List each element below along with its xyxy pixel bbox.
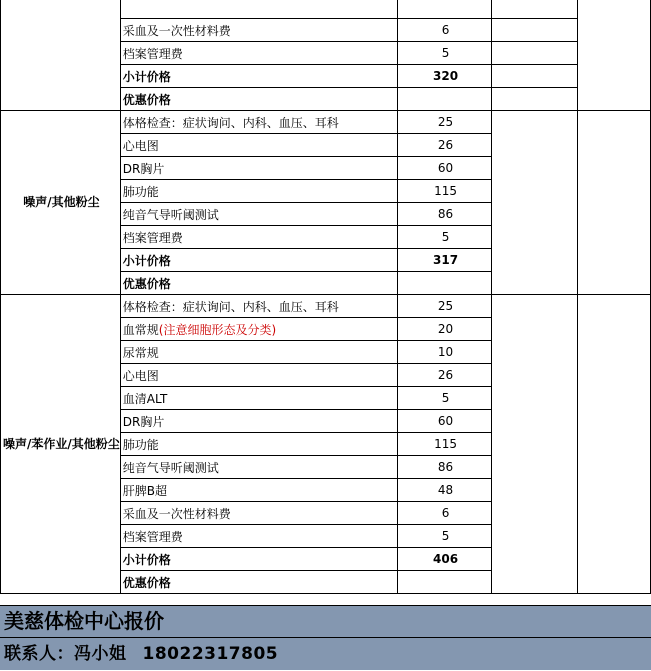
item-price: 5 [398,525,491,548]
item-name: 心电图 [120,134,398,157]
empty-cell [491,19,577,42]
subtotal-value: 320 [398,65,491,88]
empty-cell [491,65,577,88]
item-name: 心电图 [120,364,398,387]
item-name: 档案管理费 [120,525,398,548]
item-price: 60 [398,157,491,180]
item-price: 26 [398,134,491,157]
item-price: 6 [398,502,491,525]
quote-title: 美慈体检中心报价 [4,609,164,633]
item-price [398,0,491,19]
empty-cell [491,0,577,19]
item-price: 10 [398,341,491,364]
item-price: 86 [398,456,491,479]
discount-value [398,88,491,111]
subtotal-label: 小计价格 [120,249,398,272]
contact-banner [0,637,651,670]
empty-cell [491,295,577,594]
item-name: 采血及一次性材料费 [120,502,398,525]
empty-cell [577,0,650,111]
empty-cell [577,111,650,295]
contact-phone: 18022317805 [142,644,279,664]
item-name: 体格检查：症状询问、内科、血压、耳科 [120,111,398,134]
table-row [1,295,651,318]
subtotal-value: 406 [398,548,491,571]
item-price: 5 [398,226,491,249]
item-price: 115 [398,433,491,456]
quote-title-banner [0,605,651,637]
item-price: 5 [398,42,491,65]
item-name: DR胸片 [120,410,398,433]
category-cell: 噪声/苯作业/其他粉尘 [1,295,121,594]
item-name: 纯音气导听阈测试 [120,203,398,226]
table-row [1,111,651,134]
item-name: 纯音气导听阈测试 [120,456,398,479]
item-price: 5 [398,387,491,410]
discount-label: 优惠价格 [120,88,398,111]
discount-value [398,571,491,594]
category-cell: 噪声/其他粉尘 [1,111,121,295]
subtotal-label: 小计价格 [120,548,398,571]
item-name: 档案管理费 [120,42,398,65]
subtotal-value: 317 [398,249,491,272]
item-price: 20 [398,318,491,341]
empty-cell [491,42,577,65]
discount-value [398,272,491,295]
category-cell [1,0,121,111]
item-name: 档案管理费 [120,226,398,249]
item-name-text: 血常规 [122,322,159,337]
item-price: 6 [398,19,491,42]
item-name: DR胸片 [120,157,398,180]
item-note: (注意细胞形态及分类) [158,322,277,337]
discount-label: 优惠价格 [120,571,398,594]
empty-cell [491,111,577,295]
empty-cell [491,88,577,111]
item-price: 60 [398,410,491,433]
item-name: 肺功能 [120,180,398,203]
item-name: 采血及一次性材料费 [120,19,398,42]
item-price: 86 [398,203,491,226]
contact-person: 联系人：冯小姐 [4,644,127,664]
item-price: 26 [398,364,491,387]
table-row [1,0,651,19]
item-name [120,0,398,19]
discount-label: 优惠价格 [120,272,398,295]
item-name: 尿常规 [120,341,398,364]
item-name: 肺功能 [120,433,398,456]
item-price: 25 [398,111,491,134]
item-price: 48 [398,479,491,502]
item-name [120,318,398,341]
item-price: 25 [398,295,491,318]
item-name: 体格检查：症状询问、内科、血压、耳科 [120,295,398,318]
item-name: 肝脾B超 [120,479,398,502]
item-name: 血清ALT [120,387,398,410]
item-price: 115 [398,180,491,203]
subtotal-label: 小计价格 [120,65,398,88]
empty-cell [577,295,650,594]
